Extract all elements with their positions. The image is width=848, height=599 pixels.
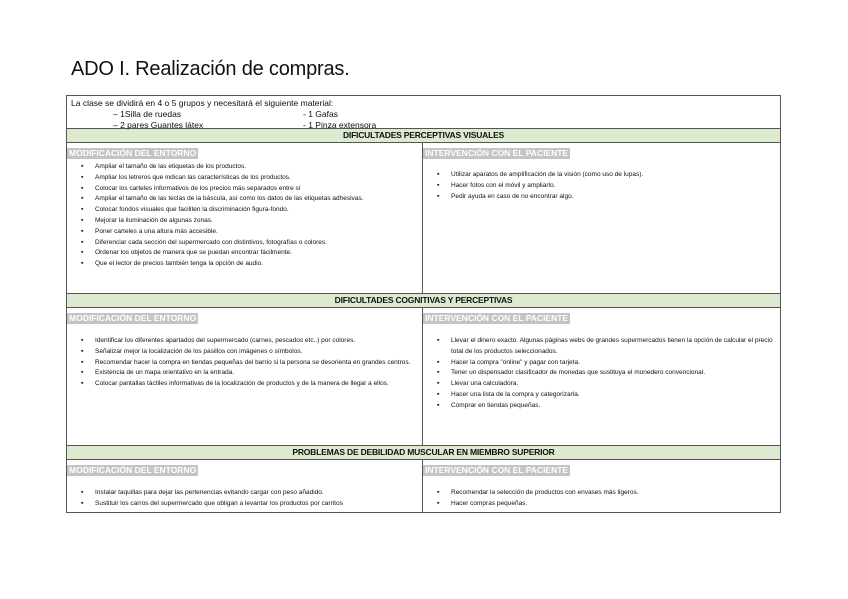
list-item: ▪ Llevar el dinero exacto. Algunas páginas webs de grandes supermercados tienen la opción de calcular el precio total de los productos seleccionados. [447,336,780,358]
list-item: ▪ Poner carteles a una altura más accesible. [91,227,422,238]
list-item: ▪ Hacer la compra "online" y pagar con tarjeta. [447,358,780,369]
material-item: – 1Silla de ruedas [113,109,182,119]
column-label: MODIFICACIÓN DEL ENTORNO [69,465,197,475]
bullet-list [423,170,780,202]
bullet-list [67,336,422,390]
list-item: ▪ Sustituir los carros del supermercado que obligan a levantar los productos por carritos [91,499,422,510]
materials-row [71,109,776,120]
list-item: ▪ Recomendar la selección de productos con envases más ligeros. [447,488,780,499]
section-heading: DIFICULTADES COGNITIVAS Y PERCEPTIVAS [67,294,780,308]
list-item: ▪ Señalizar mejor la localización de los pasillos con imágenes o símbolos. [91,347,422,358]
bullet-list [423,336,780,412]
list-item: ▪ Ampliar los letreros que indican las características de los productos. [91,173,422,184]
list-item: ▪ Instalar taquillas para dejar las pertenencias evitando cargar con peso añadido. [91,488,422,499]
material-item: - 1 Gafas [303,109,338,119]
intro-line: La clase se dividirá en 4 o 5 grupos y necesitará el siguiente material: [71,98,334,108]
section-body [67,460,780,512]
list-item: ▪ Hacer compras pequeñas. [447,499,780,510]
column-label: INTERVENCIÓN CON EL PACIENTE [425,148,569,158]
patient-column [423,143,780,293]
column-label: INTERVENCIÓN CON EL PACIENTE [425,313,569,323]
page-title: ADO I. Realización de compras. [71,58,350,80]
column-label: MODIFICACIÓN DEL ENTORNO [69,148,197,158]
section-heading: PROBLEMAS DE DEBILIDAD MUSCULAR EN MIEMBRO SUPERIOR [67,446,780,460]
patient-column [423,308,780,445]
environment-column [67,143,423,293]
list-item: ▪ Pedir ayuda en caso de no encontrar algo. [447,192,780,203]
list-item: ▪ Hacer fotos con el móvil y ampliarlo. [447,181,780,192]
environment-column [67,308,423,445]
list-item: ▪ Hacer una lista de la compra y categorizarla. [447,390,780,401]
list-item: ▪ Ampliar el tamaño de las etiquetas de los productos. [91,162,422,173]
list-item: ▪ Diferenciar cada sección del supermercado con distintivos, fotografías o colores. [91,238,422,249]
section-body [67,308,780,446]
section-body [67,143,780,294]
list-item: ▪ Identificar los diferentes apartados del supermercado (carnes, pescados etc..) por colores. [91,336,422,347]
bullet-list [67,162,422,270]
list-item: ▪ Utilizar aparatos de amplificación de la visión (como uso de lupas). [447,170,780,181]
list-item: ▪ Comprar en tiendas pequeñas. [447,401,780,412]
materials-intro [67,96,780,129]
list-item: ▪ Existencia de un mapa orientativo en la entrada. [91,368,422,379]
list-item: ▪ Tener un dispensador clasificador de monedas que sustituya el monedero convencional. [447,368,780,379]
activity-table [66,95,781,513]
material-item: - 1 Pinza extensora [303,120,377,130]
list-item: ▪ Colocar pantallas táctiles informativas de la localización de productos y de la manera de llegar a ellos. [91,379,422,390]
list-item: ▪ Que el lector de precios también tenga la opción de audio. [91,259,422,270]
environment-column [67,460,423,512]
list-item: ▪ Mejorar la iluminación de algunas zonas. [91,216,422,227]
bullet-list [67,488,422,510]
list-item: ▪ Colocar fondos visuales que faciliten la discriminación figura-fondo. [91,205,422,216]
material-item: – 2 pares Guantes látex [113,120,204,130]
column-label: MODIFICACIÓN DEL ENTORNO [69,313,197,323]
list-item: ▪ Ordenar los objetos de manera que se puedan encontrar fácilmente. [91,248,422,259]
patient-column [423,460,780,512]
list-item: ▪ Llevar una calculadora. [447,379,780,390]
list-item: ▪ Colocar los carteles informativos de los precios más separados entre sí [91,184,422,195]
section-heading: DIFICULTADES PERCEPTIVAS VISUALES [67,129,780,143]
list-item: ▪ Recomendar hacer la compra en tiendas pequeñas del barrio si la persona se desorienta en grandes centros. [91,358,422,369]
column-label: INTERVENCIÓN CON EL PACIENTE [425,465,569,475]
bullet-list [423,488,780,510]
list-item: ▪ Ampliar el tamaño de las teclas de la báscula, así como los datos de las etiquetas adhesivas. [91,194,422,205]
